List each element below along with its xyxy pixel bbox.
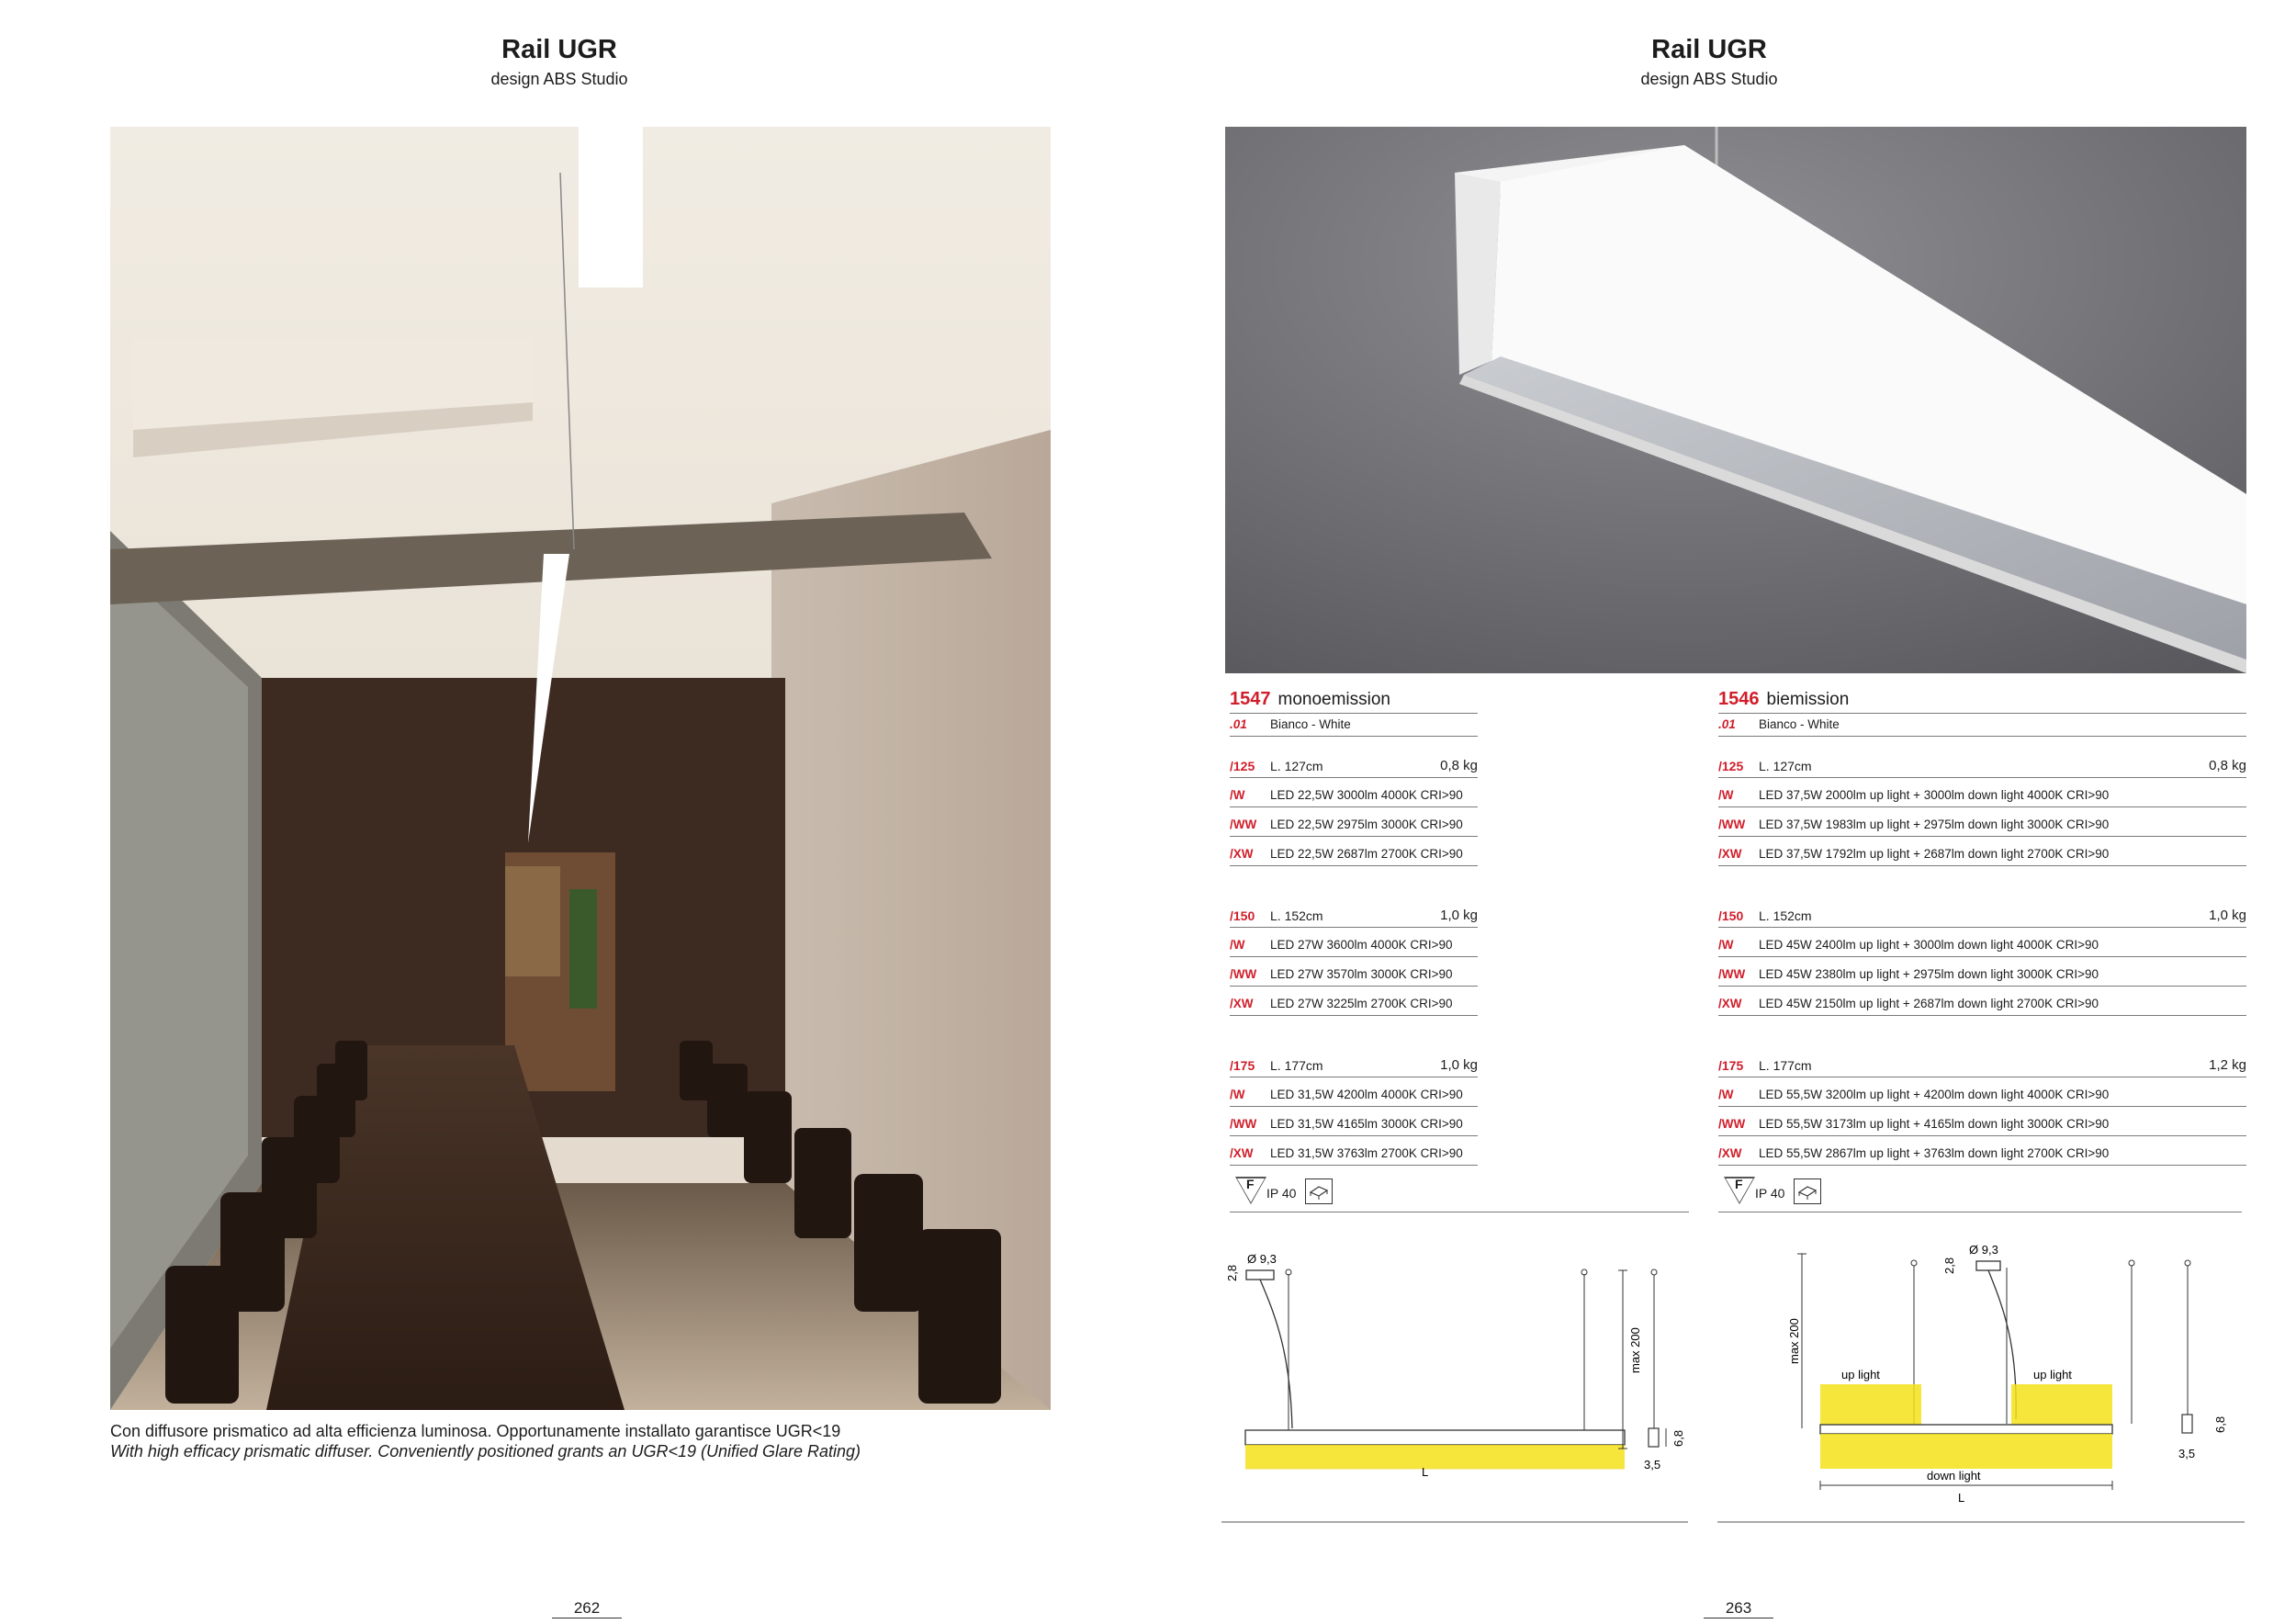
finish-row <box>1718 714 2246 737</box>
diag2-down-light: down light <box>1927 1469 1981 1483</box>
variant-spec: LED 37,5W 1792lm up light + 2687lm down light 2700K CRI>90 <box>1759 847 2110 861</box>
size-code: /125 <box>1230 759 1255 773</box>
ip-rating: IP 40 <box>1755 1186 1785 1201</box>
variant-spec: LED 45W 2150lm up light + 2687lm down light 2700K CRI>90 <box>1759 997 2099 1010</box>
length-row <box>1230 905 1478 928</box>
variant-spec: LED 22,5W 2687lm 2700K CRI>90 <box>1270 847 1463 861</box>
variant-code: /WW <box>1718 967 1746 981</box>
variant-row <box>1718 993 2246 1016</box>
variant-spec: LED 37,5W 1983lm up light + 2975lm down light 3000K CRI>90 <box>1759 818 2110 831</box>
product-photo <box>1225 127 2246 673</box>
diag2-max: max 200 <box>1787 1318 1801 1364</box>
right-page-number: 263 <box>1704 1599 1773 1618</box>
variant-row <box>1718 784 2246 807</box>
caption-english: With high efficacy prismatic diffuser. Conveniently positioned grants an UGR<19 (Unified Glare Rating) <box>110 1442 861 1460</box>
variant-spec: LED 45W 2400lm up light + 3000lm down light 4000K CRI>90 <box>1759 938 2099 952</box>
diag1-cap-height: 2,8 <box>1225 1264 1239 1281</box>
variant-spec: LED 22,5W 3000lm 4000K CRI>90 <box>1270 788 1463 802</box>
finish-code: .01 <box>1718 717 1736 731</box>
diag2-up-light-left: up light <box>1841 1368 1880 1382</box>
diagram-monoemission <box>1221 1226 1699 1529</box>
left-page-number: 262 <box>552 1599 622 1618</box>
diag1-profile-height: 6,8 <box>1671 1429 1685 1447</box>
variant-row <box>1718 1143 2246 1166</box>
size-weight: 0,8 kg <box>2209 758 2246 773</box>
variant-spec: LED 27W 3570lm 3000K CRI>90 <box>1270 967 1453 981</box>
variant-code: /W <box>1718 938 1734 952</box>
variant-spec: LED 55,5W 3173lm up light + 4165lm down light 3000K CRI>90 <box>1759 1117 2110 1131</box>
variant-spec: LED 27W 3225lm 2700K CRI>90 <box>1270 997 1453 1010</box>
size-weight: 1,0 kg <box>2209 908 2246 923</box>
size-block <box>1230 1054 1478 1166</box>
diagram-biemission <box>1710 1226 2252 1529</box>
size-code: /150 <box>1718 908 1744 923</box>
product-header <box>1230 685 1478 714</box>
ip-rating: IP 40 <box>1266 1186 1297 1201</box>
variant-spec: LED 27W 3600lm 4000K CRI>90 <box>1270 938 1453 952</box>
variant-row <box>1230 993 1478 1016</box>
diag2-profile-height: 6,8 <box>2213 1415 2227 1433</box>
variant-code: /XW <box>1230 997 1254 1010</box>
variant-row <box>1718 934 2246 957</box>
size-weight: 0,8 kg <box>1440 758 1478 773</box>
variant-row <box>1718 814 2246 837</box>
variant-spec: LED 55,5W 3200lm up light + 4200lm down light 4000K CRI>90 <box>1759 1088 2110 1101</box>
size-block <box>1718 905 2246 1016</box>
size-block <box>1230 755 1478 866</box>
variant-row <box>1230 964 1478 987</box>
variant-code: /WW <box>1718 818 1746 831</box>
caption-italian: Con diffusore prismatico ad alta efficienza luminosa. Opportunamente installato garantisce UGR<19 <box>110 1422 841 1440</box>
size-weight: 1,0 kg <box>1440 1057 1478 1073</box>
variant-code: /W <box>1230 788 1245 802</box>
length-row <box>1230 1054 1478 1077</box>
size-length: L. 177cm <box>1270 1058 1323 1073</box>
variant-row <box>1718 1113 2246 1136</box>
diag1-max: max 200 <box>1628 1327 1642 1373</box>
variant-code: /W <box>1718 1088 1734 1101</box>
variant-row <box>1230 843 1478 866</box>
size-length: L. 152cm <box>1759 908 1812 923</box>
variant-spec: LED 31,5W 4165lm 3000K CRI>90 <box>1270 1117 1463 1131</box>
product-name: monoemission <box>1277 690 1390 709</box>
variant-code: /W <box>1230 1088 1245 1101</box>
variant-code: /XW <box>1718 1146 1742 1160</box>
size-code: /175 <box>1718 1058 1744 1073</box>
size-length: L. 127cm <box>1759 759 1812 773</box>
size-length: L. 152cm <box>1270 908 1323 923</box>
variant-code: /XW <box>1718 997 1742 1010</box>
diag1-length: L <box>1422 1465 1429 1479</box>
size-code: /125 <box>1718 759 1744 773</box>
size-weight: 1,2 kg <box>2209 1057 2246 1073</box>
f-rating-label: F <box>1735 1177 1743 1191</box>
size-code: /175 <box>1230 1058 1255 1073</box>
finish-label: Bianco - White <box>1759 717 1840 731</box>
variant-row <box>1230 1084 1478 1107</box>
diag2-profile-width: 3,5 <box>2178 1447 2196 1460</box>
product-1547 <box>1230 685 1478 1212</box>
variant-code: /XW <box>1718 847 1742 861</box>
variant-row <box>1230 814 1478 837</box>
variant-row <box>1718 843 2246 866</box>
size-block <box>1230 905 1478 1016</box>
variant-code: /WW <box>1230 1117 1257 1131</box>
variant-row <box>1230 1113 1478 1136</box>
installation-icon <box>1794 1179 1821 1204</box>
variant-code: /W <box>1718 788 1734 802</box>
product-1546 <box>1718 685 2246 1212</box>
product-name: biemission <box>1766 690 1850 709</box>
variant-row <box>1230 934 1478 957</box>
size-length: L. 177cm <box>1759 1058 1812 1073</box>
certification-row <box>1718 1171 2242 1212</box>
size-block <box>1718 755 2246 866</box>
diag1-diameter: Ø 9,3 <box>1247 1252 1277 1266</box>
length-row <box>1718 905 2246 928</box>
conference-room-photo <box>110 127 1051 1410</box>
product-header <box>1718 685 2246 714</box>
size-block <box>1718 1054 2246 1166</box>
variant-spec: LED 31,5W 4200lm 4000K CRI>90 <box>1270 1088 1463 1101</box>
variant-row <box>1230 1143 1478 1166</box>
length-row <box>1230 755 1478 778</box>
length-row <box>1718 755 2246 778</box>
variant-code: /WW <box>1718 1117 1746 1131</box>
product-number: 1546 <box>1718 689 1760 709</box>
diag1-profile-width: 3,5 <box>1644 1458 1661 1472</box>
left-page-subtitle: design ABS Studio <box>490 70 628 88</box>
certification-row <box>1230 1171 1689 1212</box>
finish-label: Bianco - White <box>1270 717 1351 731</box>
diag2-cap-height: 2,8 <box>1942 1257 1956 1274</box>
variant-row <box>1230 784 1478 807</box>
variant-spec: LED 55,5W 2867lm up light + 3763lm down light 2700K CRI>90 <box>1759 1146 2110 1160</box>
variant-spec: LED 45W 2380lm up light + 2975lm down light 3000K CRI>90 <box>1759 967 2099 981</box>
finish-code: .01 <box>1230 717 1247 731</box>
diag2-up-light-right: up light <box>2033 1368 2072 1382</box>
variant-code: /WW <box>1230 967 1257 981</box>
left-page-title: Rail UGR <box>501 35 617 64</box>
variant-code: /XW <box>1230 847 1254 861</box>
left-caption <box>110 1421 1065 1461</box>
variant-spec: LED 22,5W 2975lm 3000K CRI>90 <box>1270 818 1463 831</box>
diag2-diameter: Ø 9,3 <box>1969 1243 1998 1257</box>
variant-spec: LED 37,5W 2000lm up light + 3000lm down light 4000K CRI>90 <box>1759 788 2110 802</box>
diag2-length: L <box>1958 1491 1965 1505</box>
variant-code: /WW <box>1230 818 1257 831</box>
variant-spec: LED 31,5W 3763lm 2700K CRI>90 <box>1270 1146 1463 1160</box>
size-weight: 1,0 kg <box>1440 908 1478 923</box>
variant-row <box>1718 964 2246 987</box>
size-length: L. 127cm <box>1270 759 1323 773</box>
right-page-title: Rail UGR <box>1651 35 1767 64</box>
size-code: /150 <box>1230 908 1255 923</box>
right-page-subtitle: design ABS Studio <box>1640 70 1778 88</box>
variant-row <box>1718 1084 2246 1107</box>
length-row <box>1718 1054 2246 1077</box>
f-rating-label: F <box>1246 1177 1255 1191</box>
installation-icon <box>1305 1179 1333 1204</box>
product-number: 1547 <box>1230 689 1271 709</box>
variant-code: /XW <box>1230 1146 1254 1160</box>
finish-row <box>1230 714 1478 737</box>
variant-code: /W <box>1230 938 1245 952</box>
